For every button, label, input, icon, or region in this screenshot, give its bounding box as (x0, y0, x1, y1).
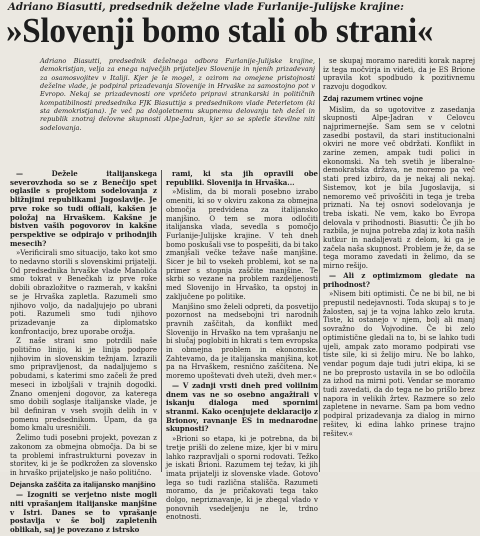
article-intro: Adriano Biasutti, predsednik deželnega odbora Furlanije-Julijske krajine, demokristjan, velja za enega največjih prijateljev Slovenije in njenih prizadevanj za osamosvojitev v Italiji. Kjer je le mogel, z ozirom na omejene pristojnosti deželne vlade, je podpiral prizadevanja Slovenije in Hrvaške za samostojno pot v Evropo. Nekaj se prizadevnosti ore vpričeto pripravi strankarski in političnih kompatibilnosti predsedníka FJK Biasuttija s predsednikom vlade Peterletom (ki sta demokristjana). Je več pa dolgoletnemu skupnemu delovanju teh dežel in republik znotraj delovne skupnosti Alpe-Jadran, kjer so se spletle številne niti sodelovanja. (40, 57, 315, 132)
body-paragraph: Manjšino smo želeli odpreti, da posvetijo pozornost na medsebojni tri narodnih pravnih zaščitah, da konflikt med Slovenijo in Hrvaško na tem vprašanju ne bi slučaj poglobiti in hkrati s tem evropska in obmejna problem in ekonomske. Zahtevamo, da je italijanska manjšina, kot pa na Hrvaškem, resnično zaščitena. Ne moremo upoštevati dveh uteži, dveh mer.« (166, 302, 318, 381)
body-paragraph: »Brioni so etapa, ki je potrebna, da bi tretje prišli do zelene mize, kjer bi v miru lahko razpravljali o sporni rodovati. Težko je iskati Brioni. Razumem tej težav, ki jih imata prijatelji iz slovenske vlade. Gotovo lega so tudi različna stališča. Razumeti moramo, da je pričakovati tega tako dolgo, nepriznavanje, ki je zbegal vlado v ponovnih vsedeljenju ne le, trdno enotnosti. (166, 435, 318, 522)
article-column-1 (10, 170, 157, 536)
article-column-3 (323, 57, 475, 439)
body-paragraph: se skupaj moramo narediti korak naprej iz tega močvirja in videti, da je ES Brione upravila kot spodbudo k pozitivnemu razvoju dogodkov. (323, 57, 475, 92)
interview-question: — Ali z optimizmom gledate na prihodnost? (323, 270, 475, 289)
section-subheading: Zdaj razumem vrtinec vojne (323, 93, 424, 103)
column-rule-middle (161, 170, 162, 472)
interview-question: — Dežele italijanskega severovzhoda so se z Benečijo spet oglasile s projektom sodelovanja z bližnjimi republikami Jugoslavije. Je prve roke so tudi ofliali, kakšen je položaj na Hrvaškem. Kakšne je bistven vaših pogovorov in kakšne perspektive se odpirajo v prihodnjih mesecih? (10, 169, 157, 248)
body-paragraph: »Verificirali smo situacijo, tako kot smo to nedavno storili s slovenskimi prijatelji. Od predsednika hrvaške vlade Manolića smo tokrat v Benečkah iz prve roke dobili obrazložitve o razmerah, v kakšni se je Hrvaška zapletla. Razumeli smo njihovo voljo, da nadaljujejo po ubrani poti. Razumeli smo tudi njihovo prizadevanje za diplomatsko konfrontacijo, brez uporabe orožja. (10, 249, 157, 336)
body-paragraph: Mislim, da so ugotovitve z zasedanja skupnosti Alpe-Jadran v Celovcu najprimernejše. Sam sem se v celotni zasedbi postavil, da stari institucionalni okviri ne more več obdržati. Konflikt in zarine zemen, ampak tudi polici in ekonomski. Na teh svetih je liberalno-demokratska država, ne moremo pa več stati pred izbiro, da je nekaj ali nekaj. Sistemov, kot je bila Jugoslavija, si nemoremo več privoščiti in tega je treba priznati. Na tej osnovi sodelovanja je treba iskati. Ne vem, kako bo Evropa delovala v prihodnosti. Biasutti: Če jih bo razbila, je nujna potreba zdaj iz kota naših kutkur in nadaljevati z delom, ki ga je začela naša skupnost. Problem je že, da se tega moramo zavedati in želimo, da se mirno rešijo. (323, 105, 475, 271)
section-subheading: Dejanska zaščita za italijansko manjšino (10, 479, 156, 489)
body-paragraph: »Nisem biti optimisti. Če ne bi bil, ne bi prepustil nedejavnosti. Toda skupaj s to je žalosten, saj je ta vojna lahko zelo kruta. Tiste, ki ostanejo v njem, bolj ali manj sovražno do Vojvodine. Če bi zelo optimistične gledali na to, bi se lahko tudi ujeli, ampak zato moramo podpirati vse tiste sile, ki si želijo miru. Ne bo lahko, vendar pogum daje tudi jutri ekipa, ki se ne bo preprosto ustavila in se bo odločila za izhod na mirni poti. Vendar se moramo tudi zavedati, da do tega ne bo prišlo brez napora in velikih žrtev. Razmere so zelo zapletene in nevarne. Sam pa bom vedno podpiral prizadevanja za dialog in mirno rešitev, ki edina lahko prinese trajno rešitev.« (323, 290, 475, 438)
article-headline: »Slovenji bomo stali ob strani« (6, 12, 434, 50)
article-column-2 (166, 170, 318, 523)
body-paragraph: »Mislim, da bi morali posebno izrabo omeniti, ki so v okviru zakona za obmejna območja predvidena za italijansko manjšino. O tem se mora odločiti italijanska vlada, sevedla s pomočjo Furlanije-Julijske krajine. V teh dneh bomo poskušali vse to pospešiti, da bi tako zmanjšali večke težave naše manjšine. Sicer je bil to vsekeh problemi, kot se na primer s stopnja zaščite manjšine. Te skrbi so vezane na problem razdeljenosti med Slovenijo in Hrvaško, ta opstoj in zaključene po politike. (166, 188, 318, 301)
interview-question: — V zadnji vrsti dneh pred volilnim dnem vas ne so osebno angažirali v iskanju dialoga med spornimi stranmi. Kako ocenjujete deklaracijo z Brionov, ravnanje ES in mednarodne skupnosti? (166, 380, 318, 434)
body-paragraph: Z naše strani smo potrdili naše politično linijo, ki je linija podpore njihovim in slovenskim težnjam. Izrazili smo pripravljenost, da nadaljujemo s pobudami, s katerimi smo začeli že pred meseci in izboljšali v trajnih dogodki. Znano omenjeni dogovor, za katerega smo dobili soglasje italijanske vlade, je bil definiran v vseh svojih delih in v pomenu predsednikom. Upam, da ga bomo kmalu uresničili. (10, 337, 157, 433)
column-rule-right (319, 58, 320, 472)
interview-question: — Izogniti se verjetno niste mogli niti vprašanjem italijanske manjšine v Istri. Danes se to vprašanje postavlja v še bolj zapletenih oblikah, saj je povezano z istrsko (10, 490, 157, 535)
interview-question: rami, ki sta jih opravili obe republiki. Slovenija in Hrvaška... (166, 169, 318, 187)
article-kicker: Adriano Biasutti, predsednik deželne vlade Furlanije-Julijske krajine: (8, 1, 404, 13)
body-paragraph: Želimo tudi posebni projekt, povezan z zakonom za obmejna območja. Da bi se ta problemi infrastrukturni povezav in storitev, ki je še podkrožen za slovensko in hrvaško prijateljsko je našo politično. (10, 434, 157, 477)
